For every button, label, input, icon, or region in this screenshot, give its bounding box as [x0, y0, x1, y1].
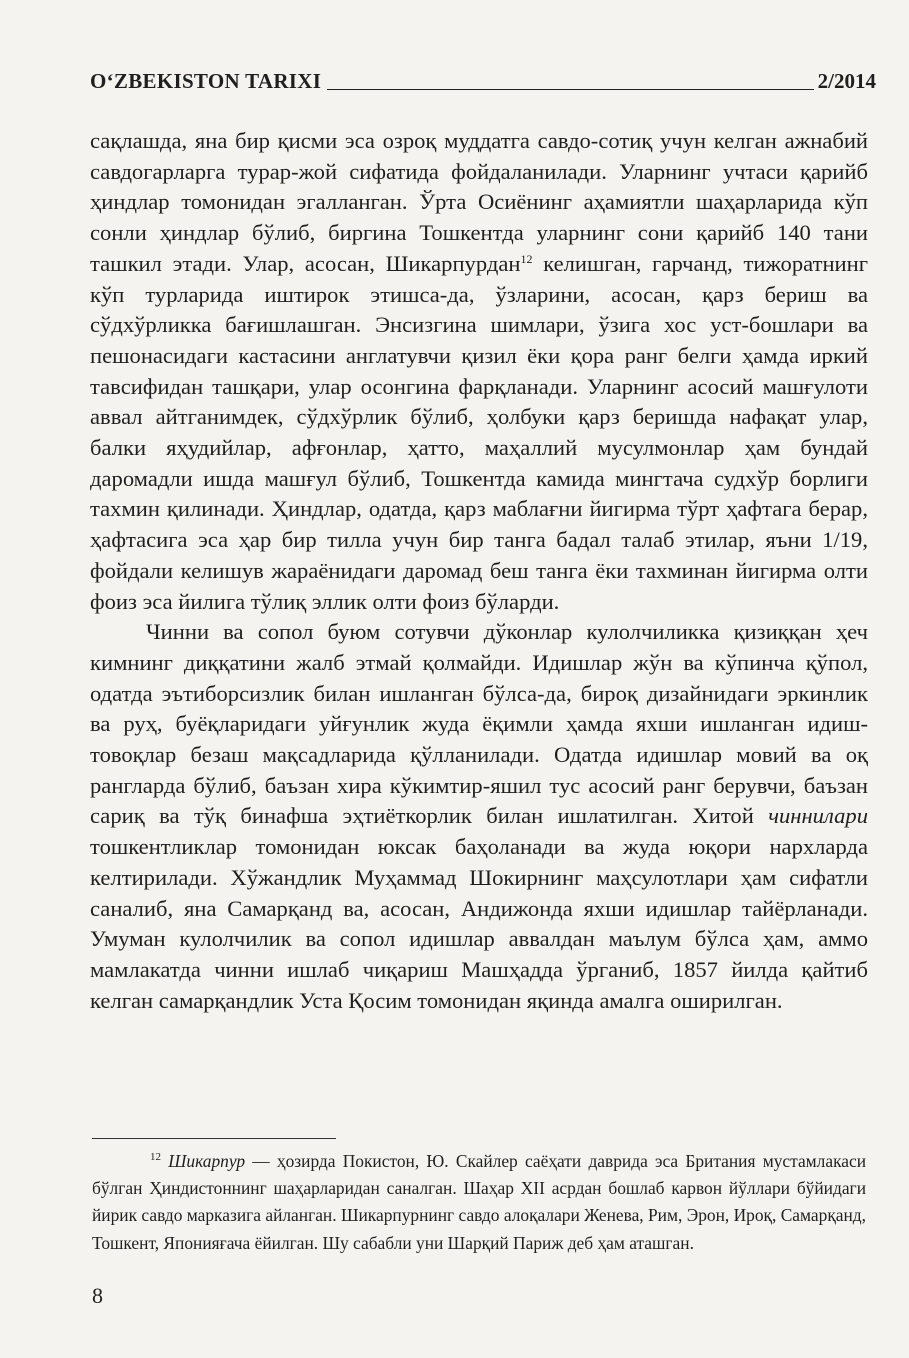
paragraph-1-part-1: сақлашда, яна бир қисми эса озроқ муддатга савдо-сотиқ учун келган ажнабий савдогарларга турар-жой сифатида фойдаланилади. Уларнинг учтаси қарийб ҳиндлар томонидан эгалланган. Ўрта Осиёнинг аҳамиятли шаҳарларида кўп сонли ҳиндлар бўлиб, биргина Тошкентда уларнинг сони қарийб 140 тани ташкил этади. Улар, асосан, Шикарпурдан — [90, 128, 868, 276]
paragraph-2 — [90, 617, 868, 1016]
footnote-text: — ҳозирда Покистон, Ю. Скайлер саёҳати даврида эса Британия мустамлакаси бўлган Ҳиндистоннинг шаҳарларидан саналган. Шаҳар XII асрдан бошлаб карвон йўллари бўйидаги йирик савдо марказига айланган. Шикарпурнинг савдо алоқалари Женева, Рим, Эрон, Ироқ, Самарқанд, Тошкент, Японияғача ёйилган. Шу сабабли уни Шарқий Париж деб ҳам аташган. — [92, 1151, 866, 1253]
paragraph-2-part-2: тошкентликлар томонидан юксак баҳоланади ва жуда юқори нархларда келтирилади. Хўжандлик Муҳаммад Шокирнинг маҳсулотлари ҳам сифатли саналиб, яна Самарқанд ва, асосан, Андижонда яхши идишлар тайёрланади. Умуман кулолчилик ва сопол идишлар аввалдан маълум бўлса ҳам, аммо мамлакатда чинни ишлаб чиқариш Машҳадда ўрганиб, 1857 йилда қайтиб келган самарқандлик Уста Қосим томонидан яқинда амалга оширилган. — [90, 834, 868, 1013]
page-number: 8 — [92, 1283, 103, 1308]
paragraph-2-part-1: Чинни ва сопол буюм сотувчи дўконлар кулолчиликка қизиққан ҳеч кимнинг диққатини жалб этмай қолмайди. Идишлар жўн ва кўпинча қўпол, одатда эътиборсизлик билан ишланган бўлса-да, бироқ дизайнидаги эркинлик ва руҳ, буёқларидаги уйғунлик жуда ёқимли ҳамда яхши ишланган идиш-товоқлар безаш мақсадларида қўлланилади. Одатда идишлар мовий ва оқ рангларда бўлиб, баъзан хира кўкимтир-яшил тус асосий ранг берувчи, баъзан сариқ ва тўқ бинафша эҳтиёткорлик билан ишлатилган. Хитой — [90, 619, 868, 829]
paragraph-2-italic-term: чиннилари — [768, 803, 868, 829]
footnote-separator — [92, 1138, 336, 1139]
issue-number: 2/2014 — [817, 69, 876, 93]
footnote-term: Шикарпур — [168, 1151, 246, 1171]
footnote-reference: 12 — [520, 251, 533, 266]
journal-title: O‘ZBEKISTON TARIXI — [90, 69, 322, 93]
footnote — [92, 1148, 866, 1257]
footnote-number: 12 — [150, 1151, 161, 1163]
header-rule — [327, 88, 813, 90]
running-header — [90, 62, 876, 92]
paragraph-1 — [90, 126, 868, 617]
paragraph-1-part-2: келишган, гарчанд, тижоратнинг кўп турларида иштирок этишса-да, ўзларини, асосан, қарз бериш ва сўдхўрликка бағишлашган. Энсизгина шимлари, ўзига хос уст-бошлари ва пешонасидаги кастасини англатувчи қизил ёки қора ранг белги ҳамда иркий тавсифидан ташқари, улар осонгина фарқланади. Уларнинг асосий машғулоти аввал айтганимдек, сўдхўрлик бўлиб, ҳолбуки қарз беришда нафақат улар, балки яҳудийлар, афғонлар, ҳатто, маҳаллий мусулмонлар ҳам бундай даромадли ишда машғул бўлиб, Тошкентда камида мингтача судхўр борлиги тахмин қилинади. Ҳиндлар, одатда, қарз маблағни йигирма тўрт ҳафтага берар, ҳафтасига эса ҳар бир тилла учун бир танга бадал талаб этилар, яъни 1/19, фойдали келишув жараёнидаги даромад беш танга ёки тахминан йигирма олти фоиз эса йилига тўлиқ эллик олти фоиз бўларди. — [90, 250, 869, 614]
main-text — [90, 126, 868, 1016]
